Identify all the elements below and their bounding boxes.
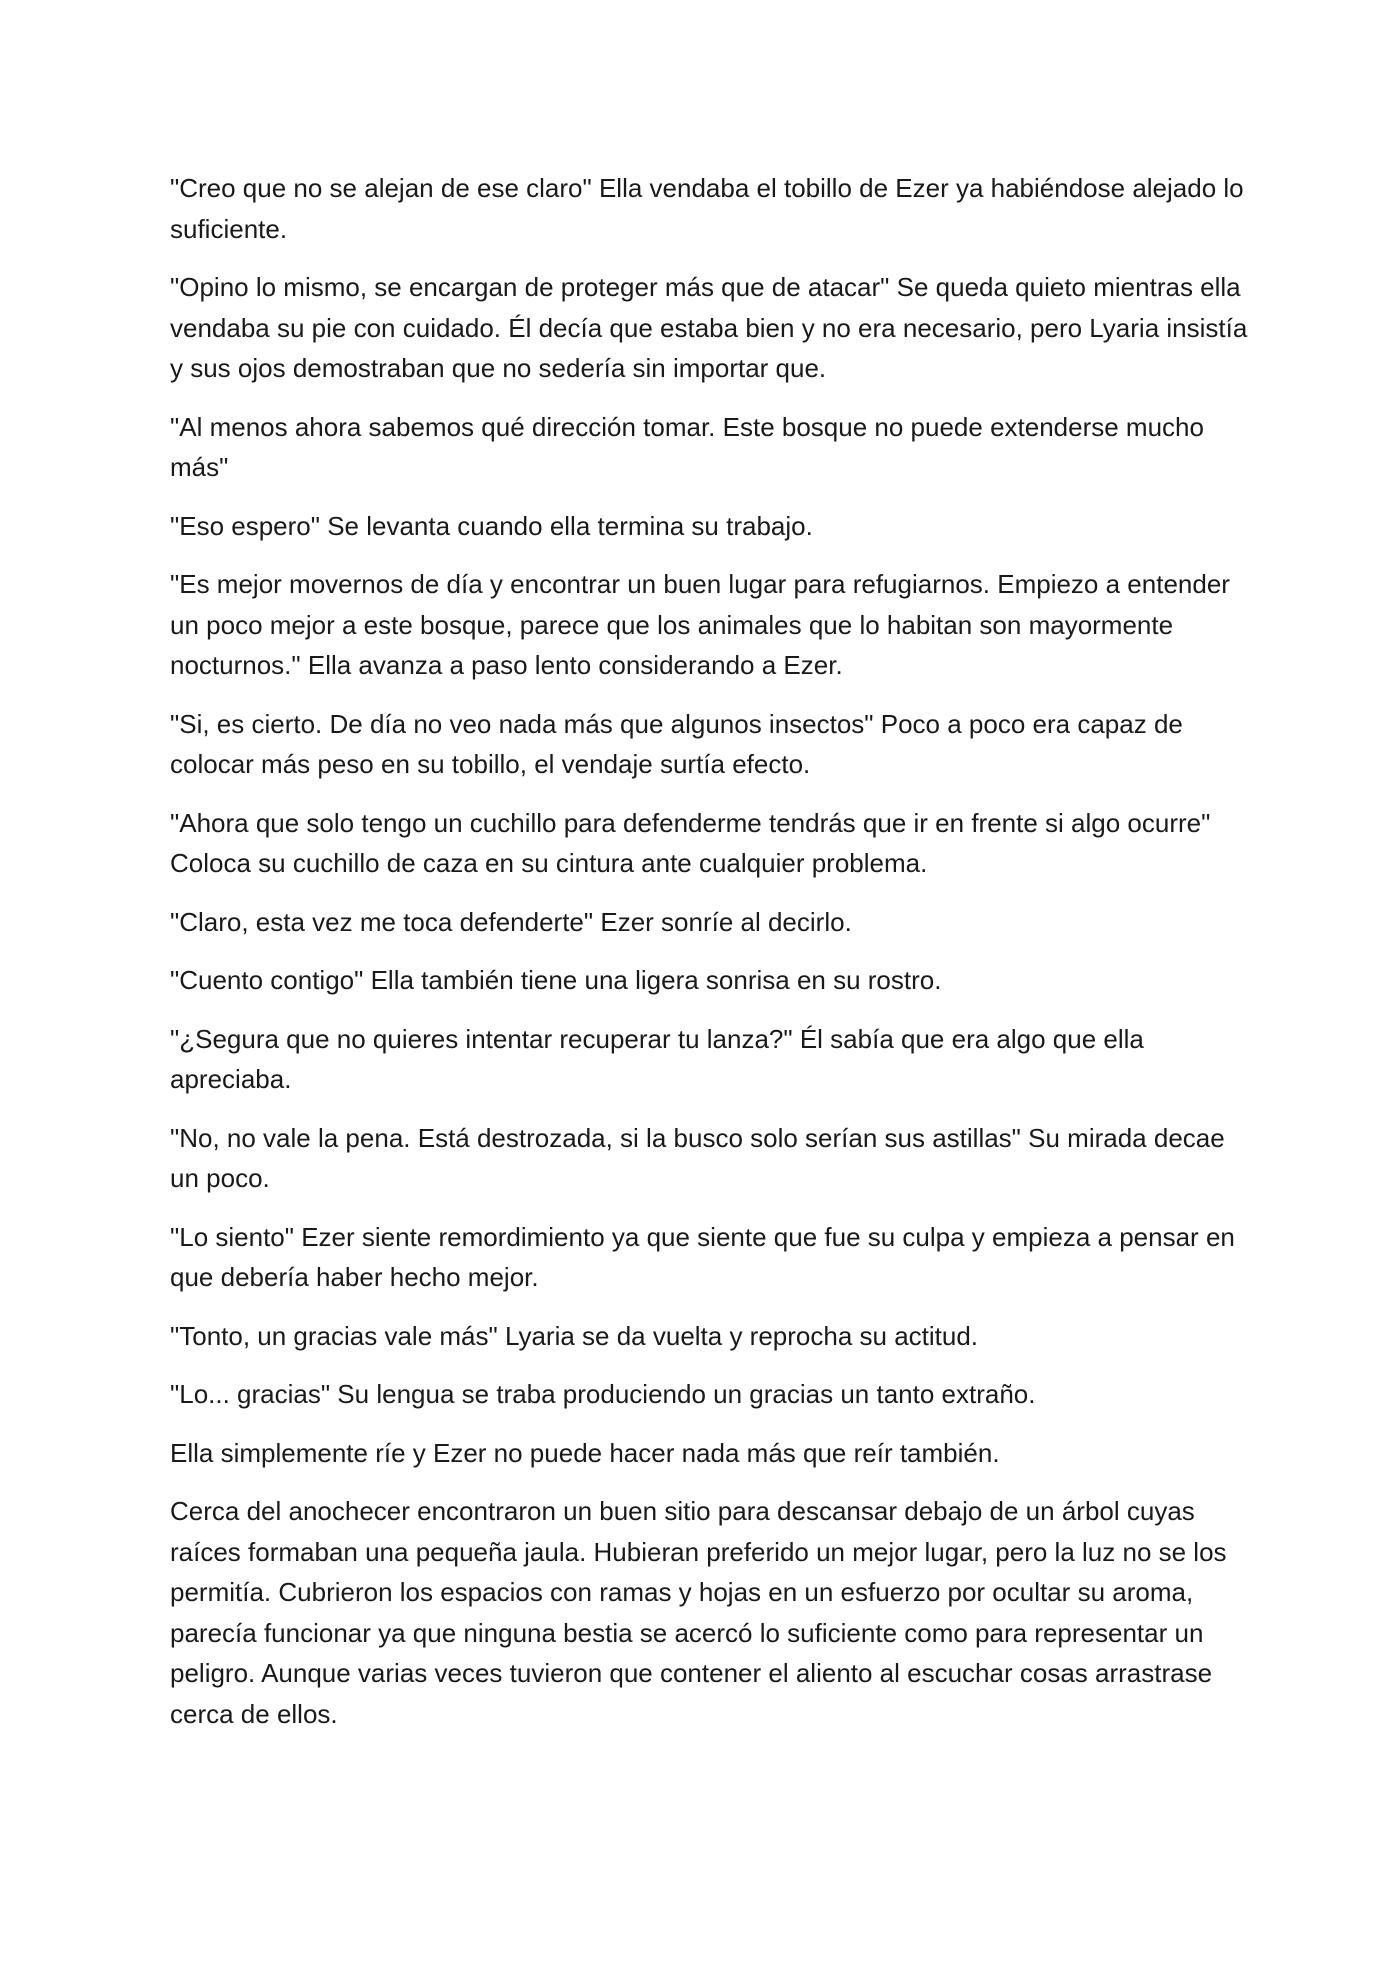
paragraph: Ella simplemente ríe y Ezer no puede hacer nada más que reír también. [170, 1437, 1000, 1468]
paragraph: "Creo que no se alejan de ese claro" Ella vendaba el tobillo de Ezer ya habiéndose alejado lo suficiente. [170, 173, 1244, 244]
document-body [170, 168, 1250, 1752]
paragraph: "No, no vale la pena. Está destrozada, si la busco solo serían sus astillas" Su mirada decae un poco. [170, 1122, 1225, 1193]
paragraph: "Claro, esta vez me toca defenderte" Ezer sonríe al decirlo. [170, 906, 852, 937]
paragraph: "Ahora que solo tengo un cuchillo para defenderme tendrás que ir en frente si algo ocurre" Coloca su cuchillo de caza en su cintura ante cualquier problema. [170, 807, 1211, 878]
paragraph: "¿Segura que no quieres intentar recuperar tu lanza?" Él sabía que era algo que ella apreciaba. [170, 1023, 1144, 1094]
paragraph: "Opino lo mismo, se encargan de proteger más que de atacar" Se queda quieto mientras ella vendaba su pie con cuidado. Él decía que estaba bien y no era necesario, pero Lyaria insistía y sus ojos demostraban que no sedería sin importar que. [170, 272, 1248, 383]
paragraph: "Cuento contigo" Ella también tiene una ligera sonrisa en su rostro. [170, 965, 942, 995]
paragraph: "Lo siento" Ezer siente remordimiento ya que siente que fue su culpa y empieza a pensar en que debería haber hecho mejor. [170, 1221, 1235, 1292]
paragraph: "Es mejor movernos de día y encontrar un buen lugar para refugiarnos. Empiezo a entender un poco mejor a este bosque, parece que los animales que lo habitan son mayormente nocturnos." Ella avanza a paso lento considerando a Ezer. [170, 569, 1230, 680]
paragraph: "Eso espero" Se levanta cuando ella termina su trabajo. [170, 510, 813, 541]
paragraph: Cerca del anochecer encontraron un buen sitio para descansar debajo de un árbol cuyas raíces formaban una pequeña jaula. Hubieran preferido un mejor lugar, pero la luz no se los permitía. Cubrieron los espacios con ramas y hojas en un esfuerzo por ocultar su aroma, parecía funcionar ya que ninguna bestia se acercó lo suficiente como para representar un peligro. Aunque varias veces tuvieron que contener el aliento al escuchar cosas arrastrase cerca de ellos. [170, 1496, 1227, 1729]
paragraph: "Lo... gracias" Su lengua se traba produciendo un gracias un tanto extraño. [170, 1379, 1036, 1409]
paragraph: "Tonto, un gracias vale más" Lyaria se da vuelta y reprocha su actitud. [170, 1320, 979, 1351]
paragraph: "Al menos ahora sabemos qué dirección tomar. Este bosque no puede extenderse mucho más" [170, 411, 1204, 482]
paragraph: "Si, es cierto. De día no veo nada más que algunos insectos" Poco a poco era capaz de colocar más peso en su tobillo, el vendaje surtía efecto. [170, 708, 1183, 779]
